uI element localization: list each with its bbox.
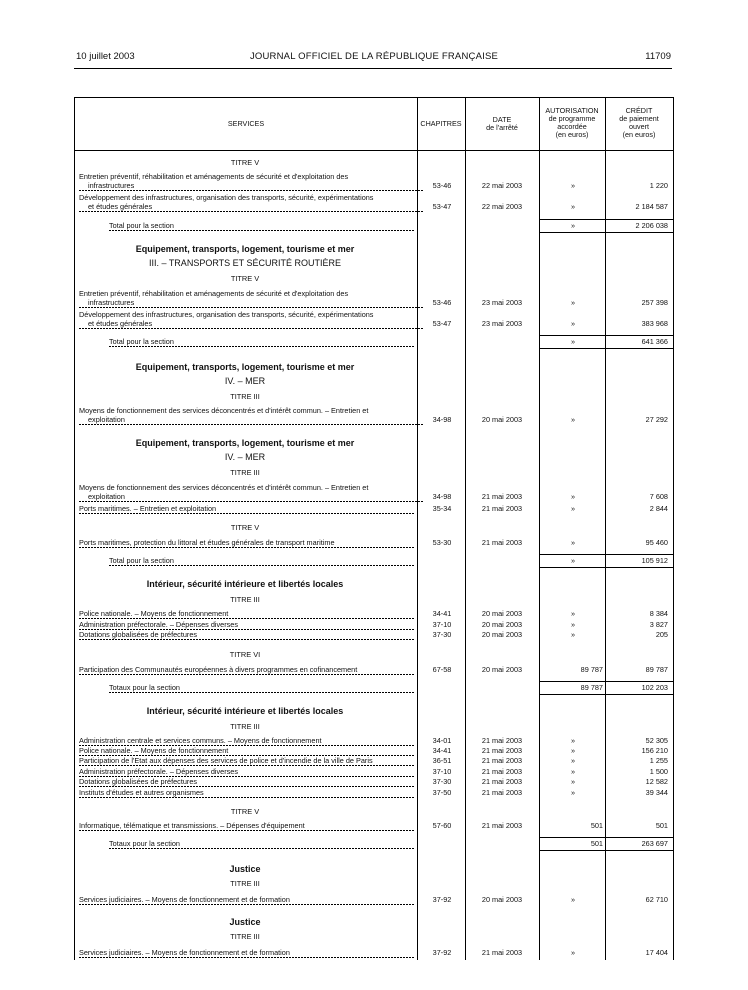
total-rule-bottom <box>539 694 673 695</box>
chapitre: 37-92 <box>432 948 452 957</box>
service-label-text: Dotations globalisées de préfectures <box>79 630 198 639</box>
arrete-date: 22 mai 2003 <box>481 181 523 190</box>
autorisation-value: » <box>570 221 576 230</box>
titre-heading: TITRE III <box>230 392 260 401</box>
col-divider <box>465 98 466 960</box>
service-label-text: Administration préfectorale. – Dépenses diverses <box>79 767 238 776</box>
chapitre: 37-30 <box>432 777 452 786</box>
service-label <box>79 822 415 831</box>
total-rule-bottom <box>539 348 673 349</box>
col-header-cred-l3: ouvert <box>629 122 649 131</box>
service-label <box>79 896 415 905</box>
total-rule-bottom <box>539 850 673 851</box>
page-number: 11709 <box>645 51 671 62</box>
autorisation-value: » <box>570 504 576 513</box>
service-label <box>79 610 415 619</box>
col-divider <box>417 98 418 960</box>
service-label-text: exploitation <box>88 415 125 424</box>
credit-value: 39 344 <box>645 788 668 797</box>
total-rule-cred <box>605 335 673 336</box>
arrete-date: 21 mai 2003 <box>481 746 523 755</box>
chapitre: 53-30 <box>432 538 452 547</box>
service-label: Entretien préventif, réhabilitation et aménagements de sécurité et d'exploitation des <box>79 289 349 298</box>
total-label <box>109 338 415 347</box>
credit-value: 156 210 <box>641 746 668 755</box>
col-header-cred-l1: CRÉDIT <box>625 106 653 115</box>
service-label <box>79 768 415 777</box>
credit-value: 205 <box>655 630 668 639</box>
chapitre: 34-41 <box>432 609 452 618</box>
service-label <box>79 778 415 787</box>
service-label-text: Administration préfectorale. – Dépenses diverses <box>79 620 238 629</box>
autorisation-value: » <box>570 736 576 745</box>
service-label <box>79 949 415 958</box>
service-label-cont <box>79 320 424 329</box>
col-header-aut-l2: de programme <box>548 114 596 123</box>
chapitre: 36-51 <box>432 756 452 765</box>
service-label-text: Ports maritimes, protection du littoral et études générales de transport maritime <box>79 538 335 547</box>
arrete-date: 21 mai 2003 <box>481 736 523 745</box>
credit-value: 52 305 <box>645 736 668 745</box>
arrete-date: 21 mai 2003 <box>481 504 523 513</box>
credit-value: 8 384 <box>649 609 668 618</box>
col-header-date-l1: DATE <box>492 115 512 124</box>
arrete-date: 20 mai 2003 <box>481 895 523 904</box>
service-label-text: Ports maritimes. – Entretien et exploitation <box>79 504 217 513</box>
col-header-chapitres: CHAPITRES <box>420 119 462 128</box>
service-label-cont <box>79 203 424 212</box>
autorisation-value: » <box>570 767 576 776</box>
chapitre: 37-50 <box>432 788 452 797</box>
autorisation-value: » <box>570 556 576 565</box>
arrete-date: 20 mai 2003 <box>481 630 523 639</box>
total-label-text: Totaux pour la section <box>109 683 180 692</box>
service-label-text: Police nationale. – Moyens de fonctionnement <box>79 746 229 755</box>
credit-value: 27 292 <box>645 415 668 424</box>
service-label: Moyens de fonctionnement des services déconcentrés et d'intérêt commun. – Entretien et <box>79 483 369 492</box>
service-label: Développement des infrastructures, organisation des transports, sécurité, expérimentations <box>79 193 374 202</box>
arrete-date: 20 mai 2003 <box>481 609 523 618</box>
total-label <box>109 840 415 849</box>
autorisation-value: » <box>570 609 576 618</box>
arrete-date: 20 mai 2003 <box>481 415 523 424</box>
credit-value: 102 203 <box>641 683 668 692</box>
autorisation-value: » <box>570 298 576 307</box>
chapitre: 53-46 <box>432 298 452 307</box>
service-label-text: Informatique, télématique et transmissions. – Dépenses d'équipement <box>79 821 305 830</box>
col-header-cred-l4: (en euros) <box>622 130 656 139</box>
subsection-heading: III. – TRANSPORTS ET SÉCURITÉ ROUTIÈRE <box>148 258 342 268</box>
titre-heading: TITRE V <box>230 523 260 532</box>
arrete-date: 21 mai 2003 <box>481 948 523 957</box>
arrete-date: 21 mai 2003 <box>481 788 523 797</box>
autorisation-value: » <box>570 777 576 786</box>
credit-value: 263 697 <box>641 839 668 848</box>
total-rule-aut <box>539 554 605 555</box>
titre-heading: TITRE III <box>230 879 260 888</box>
credit-value: 257 398 <box>641 298 668 307</box>
service-label-text: et études générales <box>88 319 153 328</box>
arrete-date: 23 mai 2003 <box>481 319 523 328</box>
total-rule-cred <box>605 681 673 682</box>
autorisation-value: » <box>570 415 576 424</box>
arrete-date: 21 mai 2003 <box>481 492 523 501</box>
col-header-aut-l4: (en euros) <box>555 130 589 139</box>
total-label <box>109 557 415 566</box>
total-rule-bottom <box>539 232 673 233</box>
service-label-cont <box>79 493 424 502</box>
service-label <box>79 747 415 756</box>
autorisation-value: » <box>570 630 576 639</box>
service-label <box>79 737 415 746</box>
col-header-aut-l1: AUTORISATION <box>545 106 599 115</box>
credit-value: 501 <box>655 821 668 830</box>
chapitre: 34-98 <box>432 415 452 424</box>
total-rule-aut <box>539 837 605 838</box>
autorisation-value: » <box>570 492 576 501</box>
chapitre: 37-10 <box>432 620 452 629</box>
credit-value: 89 787 <box>645 665 668 674</box>
titre-heading: TITRE VI <box>229 650 261 659</box>
subsection-heading: IV. – MER <box>224 376 266 386</box>
service-label-text: Instituts d'études et autres organismes <box>79 788 204 797</box>
credit-value: 2 844 <box>649 504 668 513</box>
service-label-text: Participation des Communautés européennes à divers programmes en cofinancement <box>79 665 358 674</box>
chapitre: 37-92 <box>432 895 452 904</box>
credits-table <box>74 97 674 960</box>
col-header-date-l2: de l'arrêté <box>486 123 518 132</box>
autorisation-value: » <box>570 895 576 904</box>
credit-value: 2 184 587 <box>635 202 668 211</box>
autorisation-value: » <box>570 948 576 957</box>
service-label-text: Dotations globalisées de préfectures <box>79 777 198 786</box>
autorisation-value: » <box>570 756 576 765</box>
service-label-text: Police nationale. – Moyens de fonctionnement <box>79 609 229 618</box>
titre-heading: TITRE III <box>230 932 260 941</box>
arrete-date: 22 mai 2003 <box>481 202 523 211</box>
titre-heading: TITRE V <box>230 807 260 816</box>
service-label-cont <box>79 182 424 191</box>
credit-value: 1 220 <box>649 181 668 190</box>
credit-value: 95 460 <box>645 538 668 547</box>
section-heading: Intérieur, sécurité intérieure et libertés locales <box>146 579 344 589</box>
total-label-text: Total pour la section <box>109 337 174 346</box>
service-label <box>79 539 415 548</box>
col-header-aut-l3: accordée <box>557 122 587 131</box>
credit-value: 1 500 <box>649 767 668 776</box>
autorisation-value: » <box>570 538 576 547</box>
autorisation-value: 501 <box>590 821 603 830</box>
service-label-cont <box>79 416 424 425</box>
service-label-text: infrastructures <box>88 181 135 190</box>
credit-value: 2 206 038 <box>635 221 668 230</box>
subsection-heading: IV. – MER <box>224 452 266 462</box>
col-header-date <box>465 116 539 132</box>
arrete-date: 21 mai 2003 <box>481 777 523 786</box>
service-label <box>79 505 415 514</box>
chapitre: 37-10 <box>432 767 452 776</box>
service-label-cont <box>79 299 424 308</box>
total-rule-aut <box>539 681 605 682</box>
arrete-date: 21 mai 2003 <box>481 821 523 830</box>
autorisation-value: » <box>570 337 576 346</box>
total-label-text: Totaux pour la section <box>109 839 180 848</box>
autorisation-value: » <box>570 202 576 211</box>
arrete-date: 20 mai 2003 <box>481 620 523 629</box>
total-rule-bottom <box>539 567 673 568</box>
col-divider <box>539 98 540 960</box>
chapitre: 34-98 <box>432 492 452 501</box>
service-label <box>79 789 415 798</box>
chapitre: 34-41 <box>432 746 452 755</box>
service-label-text: exploitation <box>88 492 125 501</box>
autorisation-value: » <box>570 788 576 797</box>
total-rule-cred <box>605 554 673 555</box>
col-header-services: SERVICES <box>227 119 265 128</box>
arrete-date: 20 mai 2003 <box>481 665 523 674</box>
service-label-text: Participation de l'Etat aux dépenses des services de police et d'incendie de la ville de Paris <box>79 756 373 765</box>
journal-title: JOURNAL OFFICIEL DE LA RÉPUBLIQUE FRANÇAISE <box>249 51 499 62</box>
header-date: 10 juillet 2003 <box>76 51 135 62</box>
credit-value: 62 710 <box>645 895 668 904</box>
chapitre: 57-60 <box>432 821 452 830</box>
credit-value: 105 912 <box>641 556 668 565</box>
col-header-cred-l2: de paiement <box>619 114 659 123</box>
arrete-date: 21 mai 2003 <box>481 756 523 765</box>
total-rule-aut <box>539 335 605 336</box>
arrete-date: 21 mai 2003 <box>481 767 523 776</box>
service-label: Moyens de fonctionnement des services déconcentrés et d'intérêt commun. – Entretien et <box>79 406 369 415</box>
total-label <box>109 684 415 693</box>
header-rule <box>74 68 672 69</box>
autorisation-value: » <box>570 319 576 328</box>
credit-value: 383 968 <box>641 319 668 328</box>
chapitre: 37-30 <box>432 630 452 639</box>
col-header-autorisation <box>539 107 605 139</box>
credit-value: 641 366 <box>641 337 668 346</box>
total-rule-cred <box>605 219 673 220</box>
credit-value: 3 827 <box>649 620 668 629</box>
total-rule-cred <box>605 837 673 838</box>
section-heading: Justice <box>229 917 261 927</box>
service-label-text: infrastructures <box>88 298 135 307</box>
autorisation-value: » <box>570 620 576 629</box>
chapitre: 53-47 <box>432 202 452 211</box>
credit-value: 1 255 <box>649 756 668 765</box>
autorisation-value: 89 787 <box>580 665 603 674</box>
total-label <box>109 222 415 231</box>
autorisation-value: » <box>570 746 576 755</box>
service-label-text: Administration centrale et services communs. – Moyens de fonctionnement <box>79 736 322 745</box>
service-label <box>79 621 415 630</box>
titre-heading: TITRE III <box>230 595 260 604</box>
chapitre: 35-34 <box>432 504 452 513</box>
credit-value: 12 582 <box>645 777 668 786</box>
section-heading: Intérieur, sécurité intérieure et libertés locales <box>146 706 344 716</box>
section-heading: Equipement, transports, logement, tourisme et mer <box>135 438 355 448</box>
autorisation-value: » <box>570 181 576 190</box>
total-label-text: Total pour la section <box>109 221 174 230</box>
service-label <box>79 757 415 766</box>
service-label-text: Services judiciaires. – Moyens de fonctionnement et de formation <box>79 948 290 957</box>
col-divider <box>605 98 606 960</box>
arrete-date: 23 mai 2003 <box>481 298 523 307</box>
service-label-text: et études générales <box>88 202 153 211</box>
arrete-date: 21 mai 2003 <box>481 538 523 547</box>
section-heading: Equipement, transports, logement, tourisme et mer <box>135 244 355 254</box>
service-label <box>79 666 415 675</box>
total-rule-aut <box>539 219 605 220</box>
col-header-credit <box>605 107 673 139</box>
total-label-text: Total pour la section <box>109 556 174 565</box>
chapitre: 34-01 <box>432 736 452 745</box>
autorisation-value: 89 787 <box>580 683 603 692</box>
credit-value: 17 404 <box>645 948 668 957</box>
autorisation-value: 501 <box>590 839 603 848</box>
titre-heading: TITRE V <box>230 158 260 167</box>
section-heading: Equipement, transports, logement, tourisme et mer <box>135 362 355 372</box>
section-heading: Justice <box>229 864 261 874</box>
service-label <box>79 631 415 640</box>
header-row-rule <box>75 150 673 151</box>
titre-heading: TITRE V <box>230 274 260 283</box>
chapitre: 53-47 <box>432 319 452 328</box>
credit-value: 7 608 <box>649 492 668 501</box>
chapitre: 53-46 <box>432 181 452 190</box>
titre-heading: TITRE III <box>230 722 260 731</box>
titre-heading: TITRE III <box>230 468 260 477</box>
service-label: Développement des infrastructures, organisation des transports, sécurité, expérimentations <box>79 310 374 319</box>
chapitre: 67-58 <box>432 665 452 674</box>
service-label-text: Services judiciaires. – Moyens de fonctionnement et de formation <box>79 895 290 904</box>
service-label: Entretien préventif, réhabilitation et aménagements de sécurité et d'exploitation des <box>79 172 349 181</box>
